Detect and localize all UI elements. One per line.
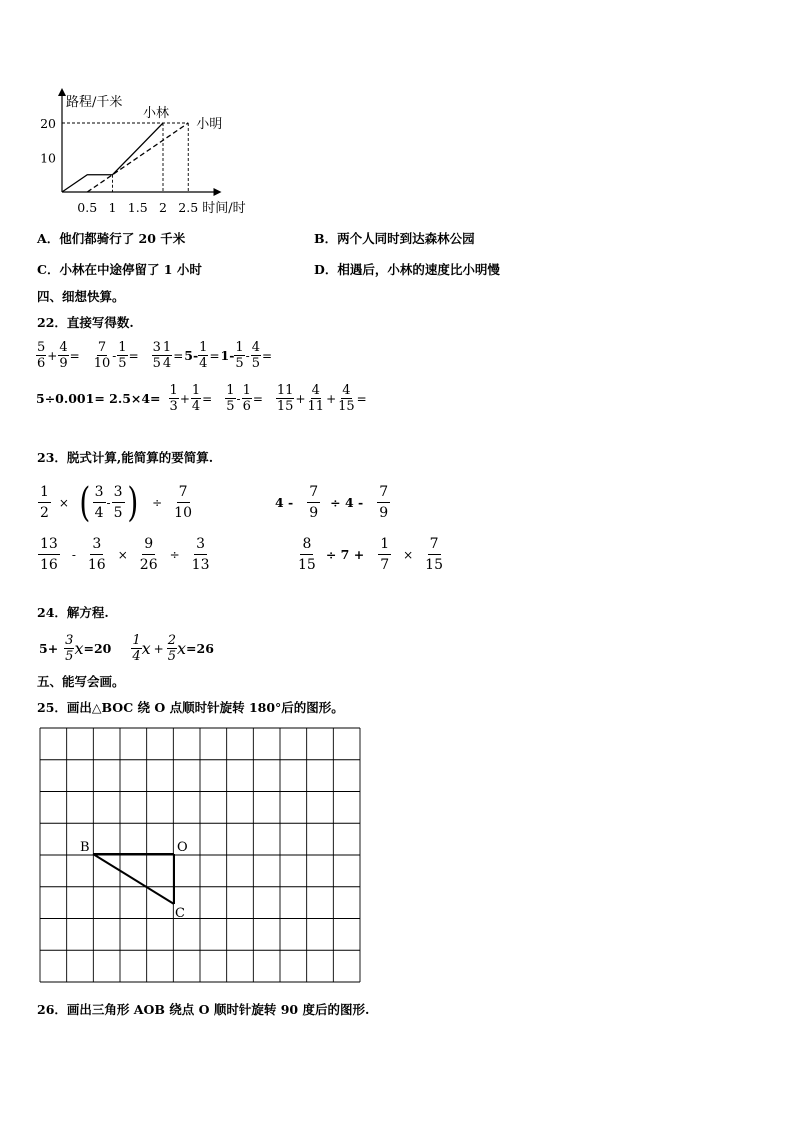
option-a: A．他们都骑行了 20 千米 [37, 231, 186, 246]
triangle-boc [93, 854, 174, 904]
q22-r1-operator: - [112, 348, 117, 363]
y-axis-arrow [58, 88, 66, 96]
q22-r2-frac: $\frac{4}{15}$ [338, 383, 355, 414]
question-26-title: 26．画出三角形 AOB 绕点 O 顺时针旋转 90 度后的图形. [37, 1002, 370, 1017]
q22-r2-frac: $\frac{1}{4}$ [191, 383, 201, 414]
q23-expr-3 [38, 534, 210, 575]
question-24-title: 24．解方程. [37, 605, 109, 620]
q23-e1-frac-3: 3 5 [113, 484, 123, 521]
q24-e1-lead: 5+ [39, 641, 59, 656]
q22-r2-operator: - [236, 391, 241, 406]
q22-r2-operator: + [179, 391, 190, 406]
q24-e2-plus: + [153, 641, 164, 656]
q22-r1-operator: = [209, 348, 220, 363]
x-tick-label: 1 [108, 200, 117, 215]
rotation-grid [38, 726, 364, 986]
y-axis-label: 路程/千米 [66, 95, 123, 110]
q22-row-2-fractions [169, 383, 368, 414]
x-tick-label: 2 [159, 200, 167, 215]
q22-r2-operator: = [202, 391, 213, 406]
q23-e4-mul: × [403, 547, 414, 562]
q23-e4-frac-3: $\frac{7}{15}$ [425, 536, 443, 573]
q23-e3-frac-4: $\frac{3}{13}$ [191, 536, 210, 573]
q23-e2-frac-1: $\frac{7}{9}$ [309, 484, 319, 521]
q23-e3-div: ÷ [169, 547, 180, 562]
q23-e4-mid: ÷ 7 + [325, 547, 365, 562]
option-b: B．两个人同时到达森林公园 [314, 231, 475, 246]
q23-e1-lparen: ( [79, 479, 91, 526]
q22-r2-operator: + [295, 391, 306, 406]
question-23-title: 23．脱式计算,能简算的要简算. [37, 450, 214, 465]
x-axis-label: 时间/时 [202, 201, 246, 216]
q22-r1-frac: $\frac{5}{6}$ [37, 340, 46, 371]
y-tick-label: 20 [40, 116, 56, 131]
q23-e3-frac-3: $\frac{9}{26}$ [139, 536, 158, 573]
segment-bc [93, 854, 174, 904]
q22-r2-frac: $\frac{1}{6}$ [242, 383, 251, 414]
q24-e2-tail: =26 [186, 641, 214, 656]
q23-e3-frac-2: $\frac{3}{16}$ [87, 536, 106, 573]
series-label: 小林 [143, 106, 170, 121]
q23-e1-minus: - [106, 495, 111, 510]
x-tick-label: 1.5 [127, 200, 148, 215]
q22-r1-operator: = [128, 348, 139, 363]
q23-e1-frac-2: 3 4 [94, 484, 104, 521]
q22-r1-operator: = [262, 348, 273, 363]
q24-e1-frac: $\frac{3}{5}$ [65, 633, 74, 664]
q24-equations [37, 633, 216, 664]
q23-expr-1 [38, 479, 192, 526]
q24-e2-x1: x [141, 639, 151, 658]
q22-r1-frac: $\frac{1}{4}$ [162, 340, 172, 371]
q22-r1-frac: $\frac{7}{10}$ [93, 340, 111, 371]
q23-expr-4 [298, 534, 443, 575]
q23-e4-frac-1: $\frac{8}{15}$ [298, 536, 316, 573]
q24-e1-x: x [74, 639, 84, 658]
q22-r1-operator: = [173, 348, 184, 363]
q23-e1-frac-1: $\frac{1}{2}$ [40, 484, 49, 521]
option-c: C．小林在中途停留了 1 小时 [37, 262, 202, 277]
q22-r2-operator: + [326, 391, 337, 406]
q23-e2-mid: ÷ 4 - [330, 495, 364, 510]
q22-r1-text: 1- [220, 348, 235, 363]
x-tick-label: 2.5 [178, 200, 199, 215]
section-4-title: 四、细想快算。 [37, 289, 125, 304]
q22-row-1 [36, 340, 273, 371]
series-line [87, 123, 188, 192]
q23-e1-rparen: ) [126, 479, 138, 526]
q22-r2-operator: = [356, 391, 367, 406]
q23-e1-mul: × [58, 495, 69, 510]
q24-e2-frac-1: $\frac{1}{4}$ [132, 633, 141, 664]
q22-r1-operator: - [245, 348, 250, 363]
x-tick-label: 0.5 [77, 200, 98, 215]
distance-time-chart [30, 88, 280, 218]
label-b: B [80, 840, 90, 855]
q23-e1-div: ÷ [152, 495, 163, 510]
y-tick-label: 10 [40, 150, 56, 166]
q22-r1-frac: $\frac{4}{9}$ [59, 340, 68, 371]
question-22-title: 22．直接写得数. [37, 315, 134, 330]
q22-r1-frac: $\frac{3}{5}$ [152, 340, 161, 371]
q24-e1-tail: =20 [83, 641, 112, 656]
q22-row-2-text: 5÷0.001= 2.5×4= [36, 391, 161, 406]
q22-r1-frac: $\frac{1}{4}$ [199, 340, 208, 371]
q22-row-2 [36, 383, 368, 414]
section-5-title: 五、能写会画。 [37, 674, 125, 689]
question-25-title: 25．画出△BOC 绕 O 点顺时针旋转 180°后的图形。 [37, 700, 344, 715]
q22-r2-operator: = [252, 391, 263, 406]
q22-r1-operator: = [69, 348, 80, 363]
label-c: C [175, 906, 185, 921]
q22-r1-text: 5- [184, 348, 199, 363]
q23-e2-frac-2: 7 9 [379, 484, 389, 521]
option-d: D．相遇后，小林的速度比小明慢 [314, 262, 500, 277]
q22-r2-frac: $\frac{1}{5}$ [226, 383, 235, 414]
label-o: O [177, 840, 188, 855]
q23-e2-lead: 4 - [275, 495, 294, 510]
q22-r2-frac: $\frac{11}{15}$ [276, 383, 294, 414]
q23-e1-frac-4: $\frac{7}{10}$ [174, 484, 192, 521]
q23-e4-frac-2: $\frac{1}{7}$ [380, 536, 390, 573]
q23-e3-mul: × [117, 547, 128, 562]
q24-e2-x2: x [177, 639, 187, 658]
x-axis-arrow [214, 188, 222, 196]
q22-r1-frac: $\frac{1}{5}$ [118, 340, 127, 371]
q22-r1-operator: + [47, 348, 58, 363]
q24-e2-frac-2: $\frac{2}{5}$ [167, 633, 177, 664]
series-label: 小明 [196, 117, 223, 132]
q23-expr-2 [273, 482, 390, 523]
q23-e3-frac-1: 13 16 [40, 536, 58, 573]
q22-r1-frac: $\frac{1}{5}$ [235, 340, 244, 371]
q22-r2-frac: $\frac{1}{3}$ [169, 383, 178, 414]
q22-r2-frac: $\frac{4}{11}$ [307, 383, 325, 414]
q22-r1-frac: $\frac{4}{5}$ [251, 340, 261, 371]
q23-e3-minus: - [71, 547, 76, 562]
